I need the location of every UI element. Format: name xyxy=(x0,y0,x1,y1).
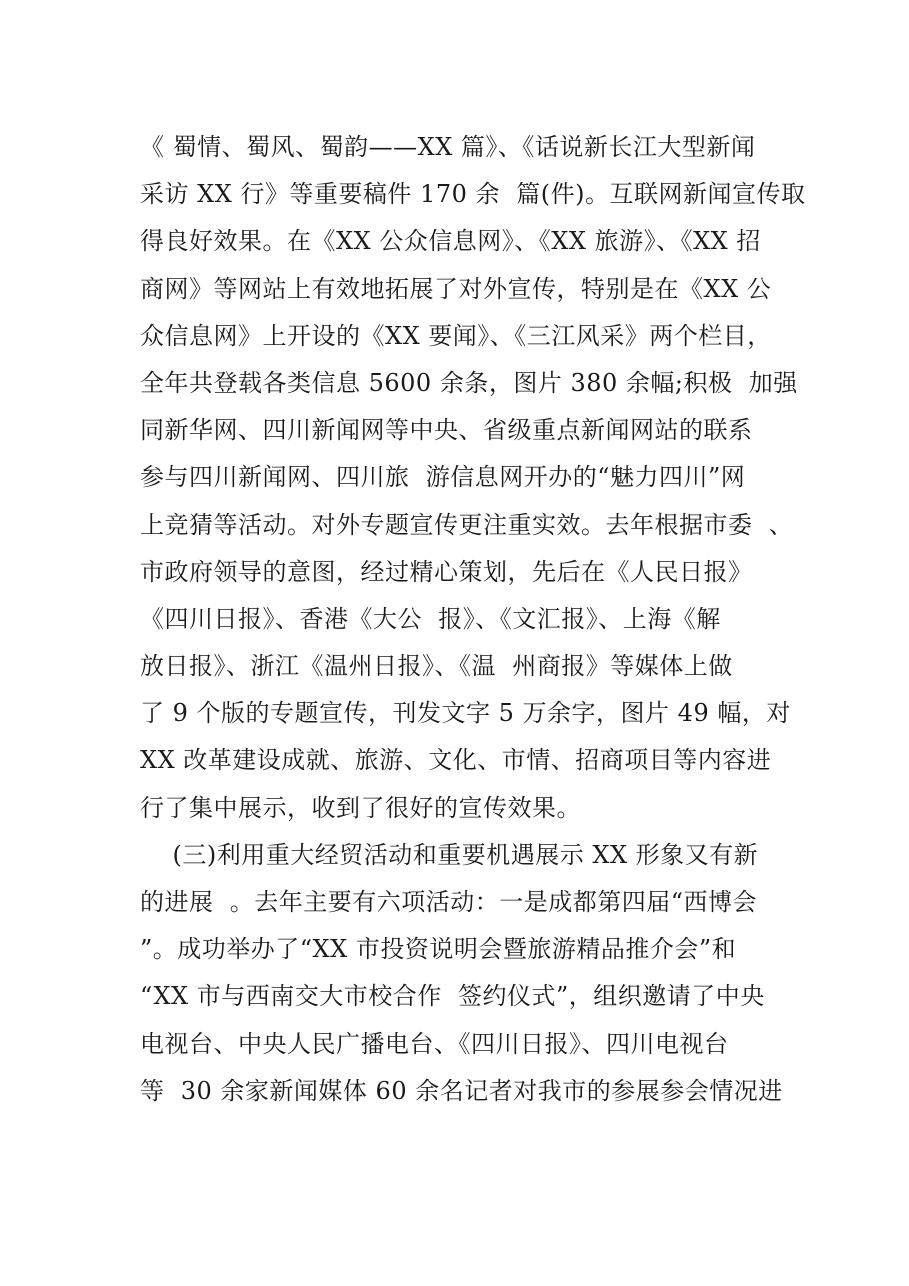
text-line: 放日报》、浙江《温州日报》、《温 州商报》等媒体上做 xyxy=(140,652,733,681)
text-line: 市政府领导的意图，经过精心策划，先后在《人民日报》 xyxy=(140,557,753,586)
text-line: XX 改革建设成就、旅游、文化、市情、招商项目等内容进 xyxy=(140,746,772,775)
text-line: 《 蜀情、蜀风、蜀韵——XX 篇》、《话说新长江大型新闻 xyxy=(140,133,756,161)
text-line: 等 30 余家新闻媒体 60 余名记者对我市的参展参会情况进 xyxy=(140,1076,783,1105)
text-line: 行了集中展示，收到了很好的宣传效果。 xyxy=(140,793,581,822)
text-line: 全年共登载各类信息 5600 余条，图片 380 余幅;积极 加强 xyxy=(140,368,798,397)
text-line: 《四川日报》、香港《大公 报》、《文汇报》、上海《解 xyxy=(140,604,721,633)
text-line: 同新华网、四川新闻网等中央、省级重点新闻网站的联系 xyxy=(140,416,753,445)
text-line: 采访 XX 行》等重要稿件 170 余 篇(件)。互联网新闻宣传取 xyxy=(140,180,806,209)
text-line: ”。成功举办了“XX 市投资说明会暨旅游精品推介会”和 xyxy=(140,935,737,964)
text-line: 商网》等网站上有效地拓展了对外宣传，特别是在《XX 公 xyxy=(140,274,772,303)
text-line: 得良好效果。在《XX 公众信息网》、《XX 旅游》、《XX 招 xyxy=(140,227,761,256)
text-line: 电视台、中央人民广播电台、《四川日报》、四川电视台 xyxy=(140,1029,729,1058)
text-line: 了 9 个版的专题宣传，刊发文字 5 万余字，图片 49 幅，对 xyxy=(140,699,791,728)
text-line: “XX 市与西南交大市校合作 签约仪式”，组织邀请了中央 xyxy=(140,982,765,1011)
text-line: 参与四川新闻网、四川旅 游信息网开办的“魅力四川”网 xyxy=(140,463,746,492)
body-text xyxy=(140,124,806,1115)
text-line: 上竞猜等活动。对外专题宣传更注重实效。去年根据市委 、 xyxy=(140,510,794,539)
text-line: 众信息网》上开设的《XX 要闻》、《三江风采》两个栏目， xyxy=(140,321,772,350)
text-line: (三)利用重大经贸活动和重要机遇展示 XX 形象又有新 xyxy=(140,840,759,869)
text-line: 的进展 。去年主要有六项活动：一是成都第四届“西博会 xyxy=(140,888,758,916)
